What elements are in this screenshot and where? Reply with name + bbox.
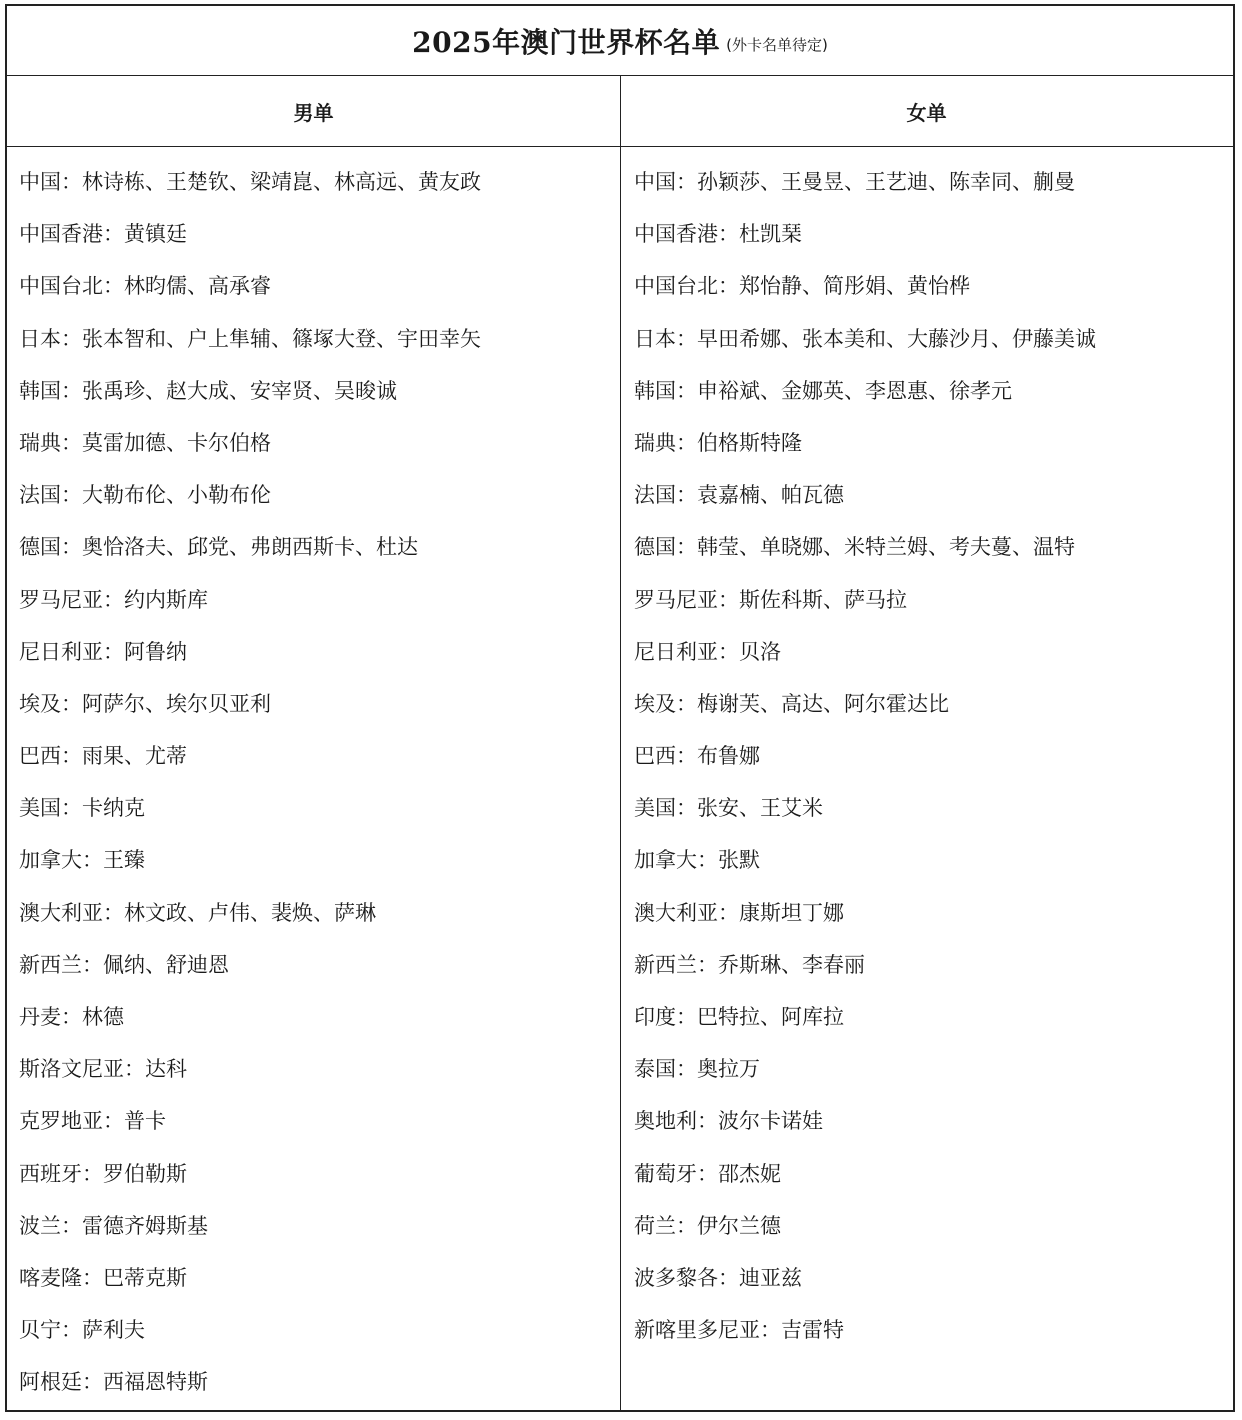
men-entry: 喀麦隆：巴蒂克斯 <box>19 1265 187 1290</box>
women-entry: 中国台北：郑怡静、简彤娟、黄怡桦 <box>634 274 970 299</box>
women-entry: 加拿大：张默 <box>634 848 760 873</box>
men-entry: 阿根廷：西福恩特斯 <box>19 1370 208 1395</box>
men-entry: 巴西：雨果、尤蒂 <box>19 744 187 769</box>
header-men: 男单 <box>293 100 334 125</box>
men-entry: 贝宁：萨利夫 <box>19 1318 145 1343</box>
women-entry: 中国香港：杜凯琹 <box>634 222 802 247</box>
men-entry: 西班牙：罗伯勒斯 <box>19 1161 187 1186</box>
women-entry: 印度：巴特拉、阿库拉 <box>634 1005 844 1029</box>
men-entry: 中国香港：黄镇廷 <box>19 222 187 247</box>
header-women: 女单 <box>906 100 947 125</box>
men-entry: 韩国：张禹珍、赵大成、安宰贤、吴晙诚 <box>19 378 397 403</box>
women-entry: 新喀里多尼亚：吉雷特 <box>634 1318 844 1343</box>
men-entry: 中国：林诗栋、王楚钦、梁靖崑、林高远、黄友政 <box>19 170 481 194</box>
women-entry: 日本：早田希娜、张本美和、大藤沙月、伊藤美诚 <box>634 326 1096 351</box>
roster-table <box>5 4 1235 1412</box>
men-entry: 罗马尼亚：约内斯库 <box>19 587 208 612</box>
women-entry: 波多黎各：迪亚兹 <box>634 1265 802 1290</box>
women-entry: 荷兰：伊尔兰德 <box>634 1213 781 1238</box>
women-entry: 新西兰：乔斯琳、李春丽 <box>634 952 865 977</box>
title-row <box>7 6 1233 76</box>
women-entry: 瑞典：伯格斯特隆 <box>634 430 802 455</box>
men-entry: 丹麦：林德 <box>19 1005 124 1029</box>
women-entry: 德国：韩莹、单晓娜、米特兰姆、考夫蔓、温特 <box>634 535 1075 560</box>
men-entry: 波兰：雷德齐姆斯基 <box>19 1213 208 1238</box>
men-entry: 加拿大：王臻 <box>19 848 145 873</box>
women-entry: 美国：张安、王艾米 <box>634 796 823 821</box>
women-entry: 澳大利亚：康斯坦丁娜 <box>634 900 844 925</box>
men-entry: 日本：张本智和、户上隼辅、篠塚大登、宇田幸矢 <box>19 326 481 351</box>
men-entry: 德国：奥恰洛夫、邱党、弗朗西斯卡、杜达 <box>19 535 418 560</box>
women-entry: 葡萄牙：邵杰妮 <box>634 1161 781 1186</box>
men-entry: 新西兰：佩纳、舒迪恩 <box>19 952 229 977</box>
column-divider <box>620 76 621 1410</box>
men-entry: 尼日利亚：阿鲁纳 <box>19 639 187 664</box>
women-entry: 韩国：申裕斌、金娜英、李恩惠、徐孝元 <box>634 378 1012 403</box>
men-entry: 瑞典：莫雷加德、卡尔伯格 <box>19 430 271 455</box>
women-entry: 罗马尼亚：斯佐科斯、萨马拉 <box>634 587 907 612</box>
men-entry: 斯洛文尼亚：达科 <box>19 1057 187 1082</box>
women-entry: 尼日利亚：贝洛 <box>634 639 781 664</box>
men-column <box>19 147 619 1409</box>
women-entry: 中国：孙颖莎、王曼昱、王艺迪、陈幸同、蒯曼 <box>634 170 1075 194</box>
women-column <box>634 147 1234 1356</box>
women-entry: 泰国：奥拉万 <box>634 1057 760 1082</box>
women-entry: 奥地利：波尔卡诺娃 <box>634 1109 823 1134</box>
women-entry: 巴西：布鲁娜 <box>634 744 760 769</box>
page-title: 2025年澳门世界杯名单 <box>412 25 721 59</box>
men-entry: 克罗地亚：普卡 <box>19 1109 166 1134</box>
men-entry: 澳大利亚：林文政、卢伟、裴焕、萨琳 <box>19 900 376 925</box>
title-note: (外卡名单待定) <box>726 36 828 54</box>
men-entry: 埃及：阿萨尔、埃尔贝亚利 <box>19 691 271 716</box>
men-entry: 法国：大勒布伦、小勒布伦 <box>19 483 271 508</box>
men-entry: 美国：卡纳克 <box>19 796 145 821</box>
women-entry: 法国：袁嘉楠、帕瓦德 <box>634 483 844 508</box>
women-entry: 埃及：梅谢芙、高达、阿尔霍达比 <box>634 691 949 716</box>
men-entry: 中国台北：林昀儒、高承睿 <box>19 274 271 299</box>
